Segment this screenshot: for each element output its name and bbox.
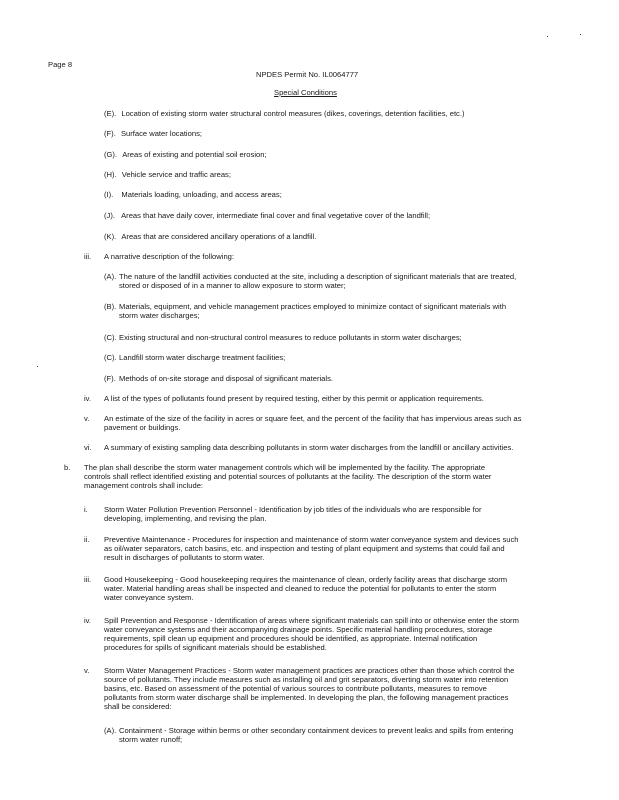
item-text bbox=[104, 666, 514, 711]
text-line: water. Material handling areas shall be inspected and cleaned to reduce the potential for pollutants to enter the storm bbox=[104, 584, 497, 593]
text-line: A list of the types of pollutants found present by required testing, either by this permit or application requirements. bbox=[104, 394, 484, 403]
item-text bbox=[104, 414, 521, 432]
text-line: The plan shall describe the storm water management controls which will be implemented by the facility. The appropriate bbox=[84, 463, 486, 472]
text-line: source of pollutants. They include measures such as installing oil and grit separators, diverting storm water into retention bbox=[104, 675, 509, 684]
list-item-label: (I). bbox=[104, 190, 114, 199]
text-line: as oil/water separators, catch basins, etc. and inspection and testing of plant equipment and systems that could fail and bbox=[104, 544, 505, 553]
list-item bbox=[104, 211, 430, 220]
text-line: procedures for spills of significant materials should be established. bbox=[104, 643, 327, 652]
item-number: iii. bbox=[84, 252, 92, 261]
scan-speck bbox=[37, 366, 38, 367]
list-item-text: Materials loading, unloading, and access areas; bbox=[121, 190, 282, 199]
list-item-label: (H). bbox=[104, 170, 117, 179]
text-line: water conveyance system. bbox=[104, 593, 194, 602]
item-number: i. bbox=[84, 505, 88, 514]
item-number: iii. bbox=[84, 575, 92, 584]
text-line: Storm Water Management Practices - Storm water management practices are practices other than those which control the bbox=[104, 666, 515, 675]
list-item-label: (A). bbox=[104, 272, 117, 281]
text-line: Landfill storm water discharge treatment facilities; bbox=[119, 353, 286, 362]
item-text bbox=[104, 575, 507, 602]
list-item bbox=[104, 170, 231, 179]
text-line: Good Housekeeping - Good housekeeping requires the maintenance of clean, orderly facility areas that discharge storm bbox=[104, 575, 508, 584]
item-number: iv. bbox=[84, 616, 92, 625]
list-item-text: Location of existing storm water structural control measures (dikes, coverings, detention facilities, etc.) bbox=[121, 109, 465, 118]
text-line: basins, etc. Based on assessment of the potential of various sources to contribute pollutants, measures to remove bbox=[104, 684, 487, 693]
list-item-text: Areas that are considered ancillary operations of a landfill. bbox=[121, 232, 317, 241]
text-line: pollutants from storm water discharge shall be implemented. In developing the plan, the following management practices bbox=[104, 693, 509, 702]
text-line: result in discharges of pollutants to storm water. bbox=[104, 553, 265, 562]
list-item-label: (J). bbox=[104, 211, 115, 220]
list-item-label: (C). bbox=[104, 333, 117, 342]
item-text bbox=[104, 505, 482, 523]
text-line: Containment - Storage within berms or other secondary containment devices to prevent leaks and spills from entering bbox=[119, 726, 514, 735]
item-text bbox=[84, 463, 491, 490]
list-item-label: (F). bbox=[104, 129, 116, 138]
text-line: storm water discharges; bbox=[119, 311, 200, 320]
item-text bbox=[104, 535, 519, 562]
text-line: Existing structural and non-structural control measures to reduce pollutants in storm water discharges; bbox=[119, 333, 462, 342]
text-line: Methods of on-site storage and disposal of significant materials. bbox=[119, 374, 334, 383]
list-item-text: Areas of existing and potential soil erosion; bbox=[122, 150, 267, 159]
text-line: An estimate of the size of the facility in acres or square feet, and the percent of the facility that has impervious areas such as bbox=[104, 414, 522, 423]
scan-speck bbox=[547, 36, 548, 37]
list-item-label: (E). bbox=[104, 109, 117, 118]
list-item-text bbox=[119, 353, 285, 362]
text-line: Preventive Maintenance - Procedures for inspection and maintenance of storm water conveyance system and devices such bbox=[104, 535, 519, 544]
list-item-label: (C). bbox=[104, 353, 117, 362]
list-item-label: (F). bbox=[104, 374, 116, 383]
list-item-text bbox=[119, 302, 506, 320]
text-line: requirements, spill clean up equipment and procedures should be identified, as appropriate. Internal notification bbox=[104, 634, 478, 643]
list-item bbox=[104, 190, 282, 199]
list-item-label: (K). bbox=[104, 232, 117, 241]
text-line: stored or disposed of in a manner to allow exposure to storm water; bbox=[119, 281, 346, 290]
text-line: controls shall reflect identified existing and potential sources of pollutants at the facility. The description of the storm water bbox=[84, 472, 492, 481]
list-item-text: Areas that have daily cover, intermediate final cover and final vegetative cover of the landfill; bbox=[121, 211, 431, 220]
text-line: developing, implementing, and revising the plan. bbox=[104, 514, 267, 523]
item-number: v. bbox=[84, 666, 90, 675]
text-line: Spill Prevention and Response - Identification of areas where significant materials can spill into or otherwise enter the storm bbox=[104, 616, 519, 625]
list-item-text bbox=[119, 726, 513, 744]
text-line: A summary of existing sampling data describing pollutants in storm water discharges from the landfill or ancillary activities. bbox=[104, 443, 514, 452]
list-item-label: (G). bbox=[104, 150, 118, 159]
list-item bbox=[104, 150, 267, 159]
item-text: A narrative description of the following: bbox=[104, 252, 235, 261]
list-item-text: Vehicle service and traffic areas; bbox=[121, 170, 231, 179]
section-title: Special Conditions bbox=[274, 88, 337, 97]
item-number: ii. bbox=[84, 535, 90, 544]
text-line: water conveyance systems and their accompanying drainage points. Specific material handling procedures, storage bbox=[104, 625, 493, 634]
scan-speck bbox=[580, 34, 581, 35]
list-item bbox=[104, 109, 465, 118]
item-text bbox=[104, 443, 513, 452]
list-item-text: Surface water locations; bbox=[120, 129, 202, 138]
permit-number: NPDES Permit No. IL0064777 bbox=[256, 70, 359, 79]
text-line: shall be considered: bbox=[104, 702, 172, 711]
list-item-text bbox=[119, 333, 462, 342]
list-item bbox=[104, 232, 316, 241]
list-item-label: (B). bbox=[104, 302, 117, 311]
text-line: pavement or buildings. bbox=[104, 423, 181, 432]
item-number: b. bbox=[64, 463, 71, 472]
list-item bbox=[104, 129, 202, 138]
list-item-text bbox=[119, 374, 333, 383]
item-text bbox=[104, 616, 519, 652]
page-number: Page 8 bbox=[48, 60, 73, 69]
text-line: The nature of the landfill activities conducted at the site, including a description of significant materials that are treated, bbox=[119, 272, 517, 281]
item-text bbox=[104, 394, 484, 403]
item-number: iv. bbox=[84, 394, 92, 403]
text-line: management controls shall include: bbox=[84, 481, 204, 490]
list-item-label: (A). bbox=[104, 726, 117, 735]
text-line: Materials, equipment, and vehicle management practices employed to minimize contact of significant materials with bbox=[119, 302, 507, 311]
text-line: storm water runoff; bbox=[119, 735, 183, 744]
text-line: Storm Water Pollution Prevention Personnel - Identification by job titles of the individuals who are responsible for bbox=[104, 505, 482, 514]
item-number: v. bbox=[84, 414, 90, 423]
list-item-text bbox=[119, 272, 516, 290]
item-number: vi. bbox=[84, 443, 92, 452]
